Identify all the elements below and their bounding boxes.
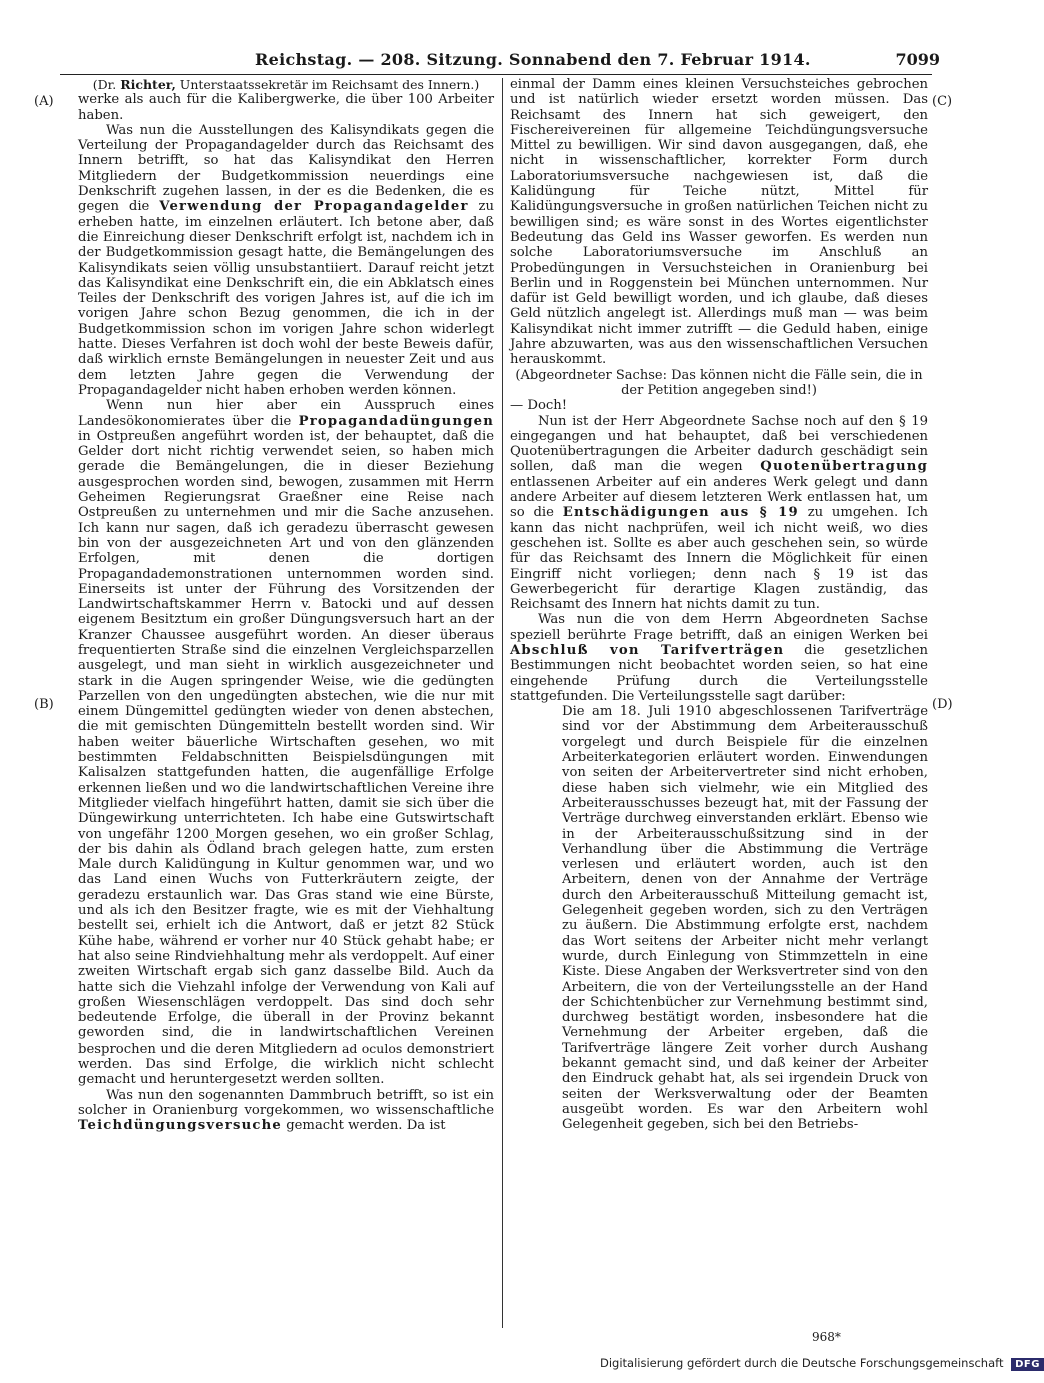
emphasis: Verwendung der Propagandagelder: [159, 199, 469, 215]
dfg-logo: DFG: [1011, 1358, 1044, 1371]
latin-phrase: ad oculos: [341, 1040, 403, 1056]
footer: [600, 1356, 1044, 1371]
paragraph: Wenn nun hier aber ein Ausspruch eines Landesökonomierates über die Propagandadüngungen in Ostpreußen angeführt worden ist, der behauptet, daß die Gelder dort nicht richtig verwendet seien, so haben mich gerade die Bemängelungen, die in dieser Beziehung ausgesprochen worden sind, bewogen, zusammen mit Herrn Geheimen Regierungsrat Graeßner eine Reise nach Ostpreußen zu unternehmen und mir die Sache anzusehen. Ich kann nur sagen, daß ich geradezu überrascht gewesen bin von der ausgezeichneten Art und von den glänzenden Erfolgen, mit denen die dortigen Propagandademonstrationen unternommen worden sind. Einerseits ist unter der Führung des Vorsitzenden der Landwirtschaftskammer Herrn v. Batocki und auf dessen eigenem Besitztum ein großer Düngungsversuch hart an der Kranzer Chaussee ausgeführt worden. An dieser überaus frequentierten Straße sind die einzelnen Vergleichsparzellen ausgelegt, und man sieht in wirklich ausgezeichneter und stark in die Augen springender Weise, wie die gedüngten Parzellen von den ungedüngten abstechen, wie die nur mit einem Düngemittel gedüngten wieder von denen abstechen, die mit gemischten Düngemitteln bestellt worden sind. Wir haben weiter bäuerliche Wirtschaften gesehen, wo mit bestimmten Feldabschnitten Beispielsdüngungen mit Kalisalzen stattgefunden hatten, die augenfällige Erfolge erkennen ließen und wo die landwirtschaftlichen Vereine ihre Mitglieder vielfach hingeführt hatten, damit sie sich über die Düngewirkung unterrichteten. Ich habe eine Gutswirtschaft von ungefähr 1200 Morgen gesehen, wo ein großer Schlag, der bis dahin als Ödland brach gelegen hatte, zum ersten Male durch Kalidüngung in Kultur genommen war, und wo das Land einen Wuchs von Futterkräutern zeigte, der geradezu erstaunlich war. Das Gras stand wie eine Bürste, und als ich den Besitzer fragte, wie es mit der Viehhaltung bestellt sei, erhielt ich die Antwort, daß er jetzt 82 Stück Kühe habe, während er vorher nur 40 Stück gehabt habe; er hat also seine Rindviehhaltung mehr als verdoppelt. Auf einer zweiten Wirtschaft ergab sich ganz dasselbe Bild. Auch da hatte sich die Viehzahl infolge der Verwendung von Kali auf großen Wiesenschlägen verdoppelt. Das sind doch sehr bedeutende Erfolge, die überall in der Provinz bekannt geworden sind, die in landwirtschaftlichen Vereinen besprochen und die deren Mitgliedern ad oculos demonstriert werden. Das sind Erfolge, die wirklich nicht schlecht gemacht und heruntergesetzt werden sollten.: [78, 398, 494, 1088]
right-column: [510, 77, 928, 1132]
page-number: 7099: [895, 50, 940, 69]
speaker-line: [78, 77, 494, 92]
paragraph: Was nun die von dem Herrn Abgeordneten Sachse speziell berührte Frage betrifft, daß an einigen Werken bei Abschluß von Tarifverträgen die gesetzlichen Bestimmungen nicht beobachtet worden seien, so hat eine eingehende Prüfung durch die Verteilungsstelle stattgefunden. Die Verteilungsstelle sagt darüber:: [510, 612, 928, 704]
paragraph: Nun ist der Herr Abgeordnete Sachse noch auf den § 19 eingegangen und hat behauptet, daß bei verschiedenen Quotenübertragungen die Arbeiter dadurch geschädigt sein sollen, daß man die wegen Quotenübertragung entlassenen Arbeiter auf ein anderes Werk gelegt und dann andere Arbeiter auf diesem letzteren Werk entlassen hat, um so die Entschädigungen aus § 19 zu umgehen. Ich kann das nicht nachprüfen, weil ich nicht weiß, wo dies geschehen ist. Sollte es aber auch geschehen sein, so würde für das Reichsamt des Innern die Möglichkeit für einen Eingriff nicht vorliegen; denn nach § 19 ist das Gewerbegericht für derartige Klagen zuständig, das Reichsamt des Innern hat nichts damit zu tun.: [510, 413, 928, 613]
margin-marker-d: (D): [932, 697, 953, 712]
paragraph: werke als auch für die Kalibergwerke, die über 100 Arbeiter haben.: [78, 92, 494, 123]
header-rule: [60, 74, 932, 75]
column-divider: [502, 78, 503, 1328]
emphasis: Quotenübertragung: [760, 459, 928, 475]
emphasis: Entschädigungen aus § 19: [562, 505, 799, 521]
speaker-prefix: (Dr.: [92, 77, 117, 92]
speaker-name: Richter,: [120, 77, 176, 92]
emphasis: Propagandadüngungen: [298, 413, 494, 429]
signature-mark: 968*: [812, 1330, 841, 1344]
margin-marker-b: (B): [34, 697, 54, 712]
paragraph: Was nun die Ausstellungen des Kalisyndikats gegen die Verteilung der Propagandagelder durch das Reichsamt des Innern betrifft, so hat das Kalisyndikat den Herren Mitgliedern der Budgetkommission neuerdings eine Denkschrift zugehen lassen, in der es die Bedenken, die es gegen die Verwendung der Propagandagelder zu erheben hatte, im einzelnen erläutert. Ich betone aber, daß die Einreichung dieser Denkschrift erfolgt ist, nachdem ich in der Budgetkommission gesagt hatte, die Bemängelungen des Kalisyndikats seien völlig unsubstantiiert. Darauf reicht jetzt das Kalisyndikat eine Denkschrift ein, die ein Abklatsch eines Teiles der Denkschrift des vorigen Jahres ist, auf die ich im vorigen Jahre schon Bezug genommen, die ich in der Budgetkommission schon im vorigen Jahre schon widerlegt hatte. Dieses Verfahren ist doch wohl der beste Beweis dafür, daß wirklich ernste Bemängelungen in neuester Zeit und aus dem letzten Jahre gegen die Verwendung der Propagandagelder nicht haben erhoben werden können.: [78, 122, 494, 398]
page-header: [60, 50, 940, 72]
footer-text: Digitalisierung gefördert durch die Deutsche Forschungsgemeinschaft: [600, 1356, 1004, 1370]
block-quote: Die am 18. Juli 1910 abgeschlossenen Tarifverträge sind vor der Abstimmung dem Arbeiterausschuß vorgelegt und durch Beispiele für die einzelnen Arbeiterkategorien erläutert worden. Einwendungen von seiten der Arbeitervertreter sind nicht erhoben, diese haben sich vielmehr, wie ein Mitglied des Arbeiterausschusses bezeugt hat, mit der Fassung der Verträge durchweg einverstanden erklärt. Ebenso wie in der Arbeiterausschußsitzung sind in der Verhandlung über die Abstimmung die Verträge verlesen und erläutert worden, auch ist den Arbeitern, denen von der Annahme der Verträge durch den Arbeiterausschuß Mitteilung gemacht ist, Gelegenheit gegeben worden, sich zu den Verträgen zu äußern. Die Abstimmung erfolgte erst, nachdem das Wort seitens der Arbeiter nicht mehr verlangt wurde, durch Einlegung von Stimmzetteln in eine Kiste. Diese Angaben der Werksvertreter sind von den Arbeitern, die von der Verteilungsstelle an der Hand der Schichtenbücher zur Vernehmung bestimmt sind, durchweg bestätigt worden, insbesondere hat die Vernehmung der Arbeiter ergeben, daß die Tarifverträge längere Zeit vorher durch Aushang bekannt gemacht sind, und daß keiner der Arbeiter den Eindruck gehabt hat, als sei irgendein Druck von seiten der Werksverwaltung oder der Beamten ausgeübt worden. Es war den Arbeitern wohl Gelegenheit gegeben, sich bei den Betriebs-: [562, 704, 928, 1133]
reply: — Doch!: [510, 398, 568, 414]
margin-marker-c: (C): [932, 94, 953, 109]
paragraph: Was nun den sogenannten Dammbruch betrifft, so ist ein solcher in Oranienburg vorgekommen, wo wissenschaftliche Teichdüngungsversuche gemacht werden. Da ist: [78, 1087, 494, 1134]
page-header-title: Reichstag. — 208. Sitzung. Sonnabend den 7. Februar 1914.: [255, 50, 811, 69]
paragraph: einmal der Damm eines kleinen Versuchsteiches gebrochen und ist natürlich wieder ersetzt worden müssen. Das Reichsamt des Innern hat sich geweigert, den Fischereivereinen für allgemeine Teichdüngungsversuche Mittel zu bewilligen. Wir sind davon ausgegangen, daß, ehe nicht in wissenschaftlicher, korrekter Form durch Laboratoriumsversuche nachgewiesen ist, daß die Kalidüngung für Teiche nützt, Mittel für Kalidüngungsversuche in großen natürlichen Teichen nicht zu bewilligen sind; es wäre sonst in des Wortes eigentlichster Bedeutung das Geld ins Wasser geworfen. Es werden nun solche Laboratoriumsversuche im Anschluß an Probedüngungen in Versuchsteichen in Oranienburg bei Berlin und in Roggenstein bei München unternommen. Nur dafür ist Geld bewilligt worden, und ich glaube, daß dieses Geld nützlich angelegt ist. Allerdings muß man — was beim Kalisyndikat nicht immer zutrifft — die Geduld haben, einige Jahre abzuwarten, was aus den wissenschaftlichen Versuchen herauskommt.: [510, 77, 928, 368]
left-column: [78, 77, 494, 1133]
speaker-role: Unterstaatssekretär im Reichsamt des Innern.): [179, 77, 480, 92]
emphasis: Teichdüngungsversuche: [78, 1118, 282, 1134]
margin-marker-a: (A): [34, 94, 54, 109]
interjection: (Abgeordneter Sachse: Das können nicht die Fälle sein, die in der Petition angegeben sind!): [515, 367, 923, 398]
emphasis: Abschluß von Tarifverträgen: [510, 642, 785, 658]
